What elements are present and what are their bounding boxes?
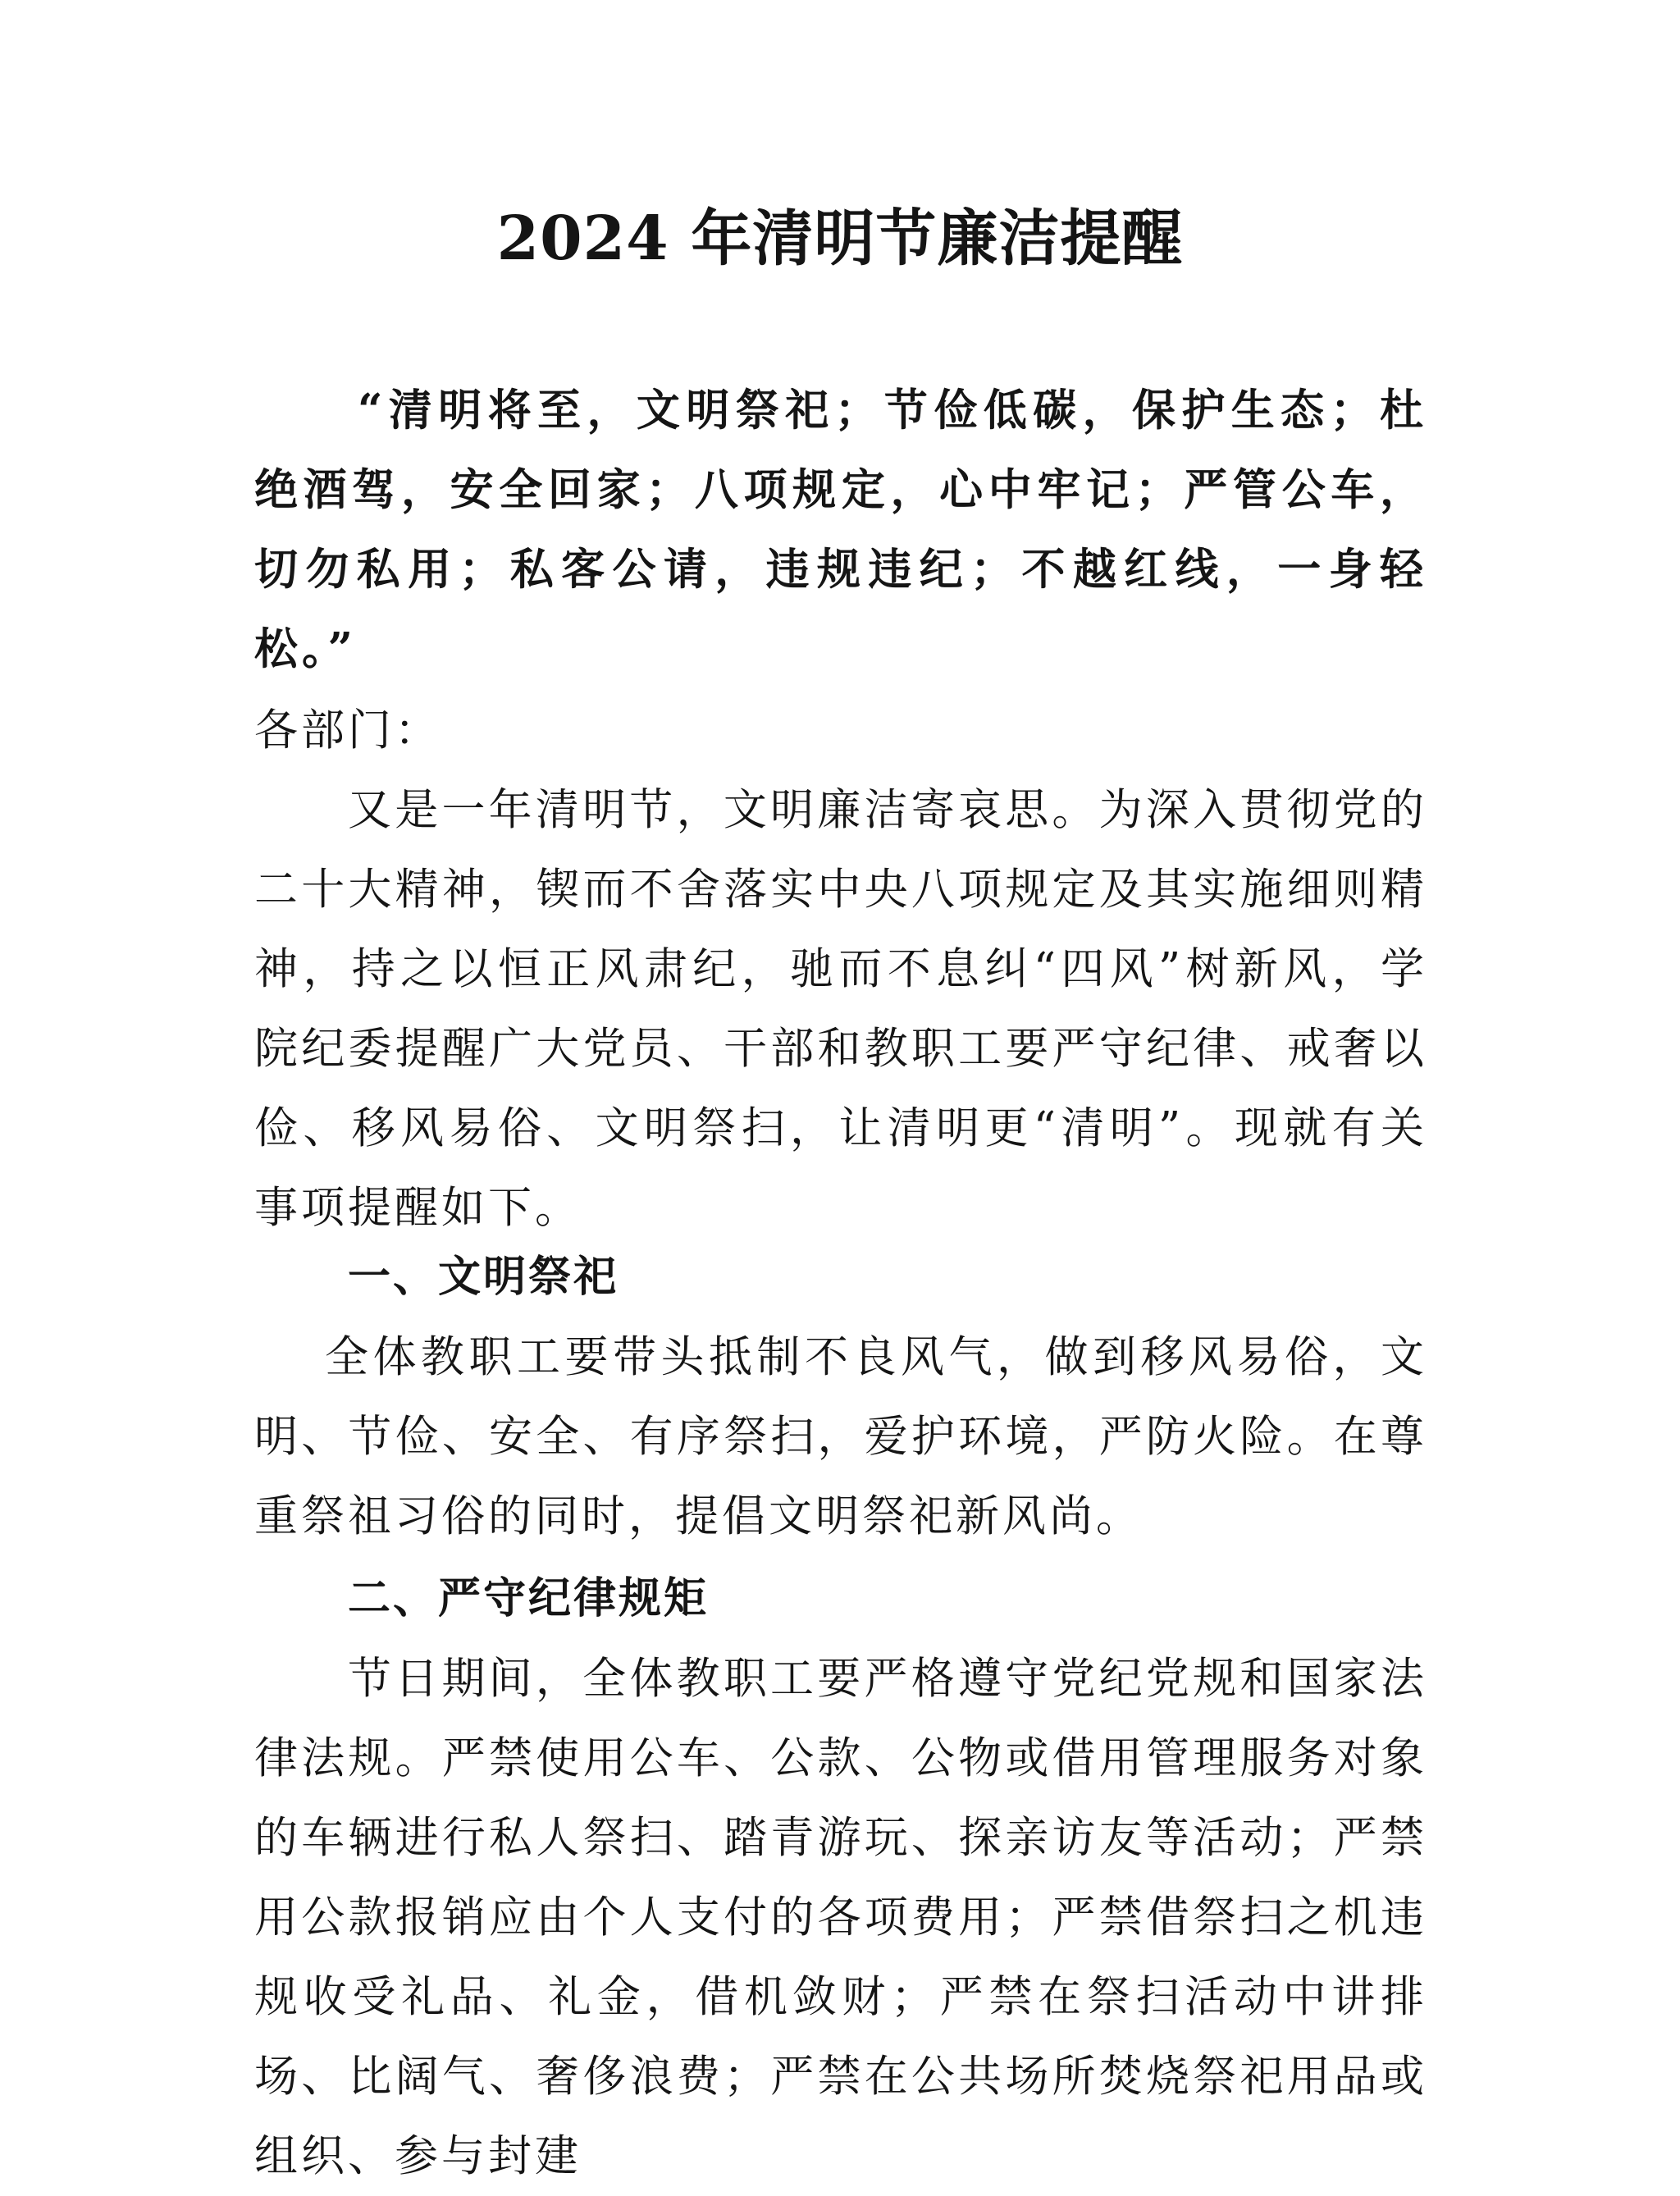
- section-heading-discipline: 二、严守纪律规矩: [348, 1574, 710, 1623]
- section-body-civilized-sacrifice: 全体教职工要带头抵制不良风气，做到移风易俗，文明、节俭、安全、有序祭扫，爱护环境，严防火险。在尊重祭祖习俗的同时，提倡文明祭祀新风尚。: [254, 1332, 1427, 1541]
- document-title: 2024 年清明节廉洁提醒: [496, 203, 1184, 274]
- intro-paragraph: 又是一年清明节，文明廉洁寄哀思。为深入贯彻党的二十大精神，锲而不舍落实中央八项规定及其实施细则精神，持之以恒正风肃纪，驰而不息纠“四风”树新风，学院纪委提醒广大党员、干部和教职工要严守纪律、戒奢以俭、移风易俗、文明祭扫，让清明更“清明”。现就有关事项提醒如下。: [254, 785, 1427, 1233]
- salutation: 各部门：: [254, 705, 441, 756]
- section-body-discipline: 节日期间，全体教职工要严格遵守党纪党规和国家法律法规。严禁使用公车、公款、公物或借用管理服务对象的车辆进行私人祭扫、踏青游玩、探亲访友等活动；严禁用公款报销应由个人支付的各项费用；严禁借祭扫之机违规收受礼品、礼金，借机敛财；严禁在祭扫活动中讲排场、比阔气、奢侈浪费；严禁在公共场所焚烧祭祀用品或组织、参与封建: [254, 1654, 1427, 2181]
- slogan-paragraph: “清明将至，文明祭祀；节俭低碳，保护生态；杜绝酒驾，安全回家；八项规定，心中牢记；严管公车，切勿私用；私客公请，违规违纪；不越红线，一身轻松。”: [254, 385, 1427, 674]
- section-heading-civilized-sacrifice: 一、文明祭祀: [348, 1253, 619, 1302]
